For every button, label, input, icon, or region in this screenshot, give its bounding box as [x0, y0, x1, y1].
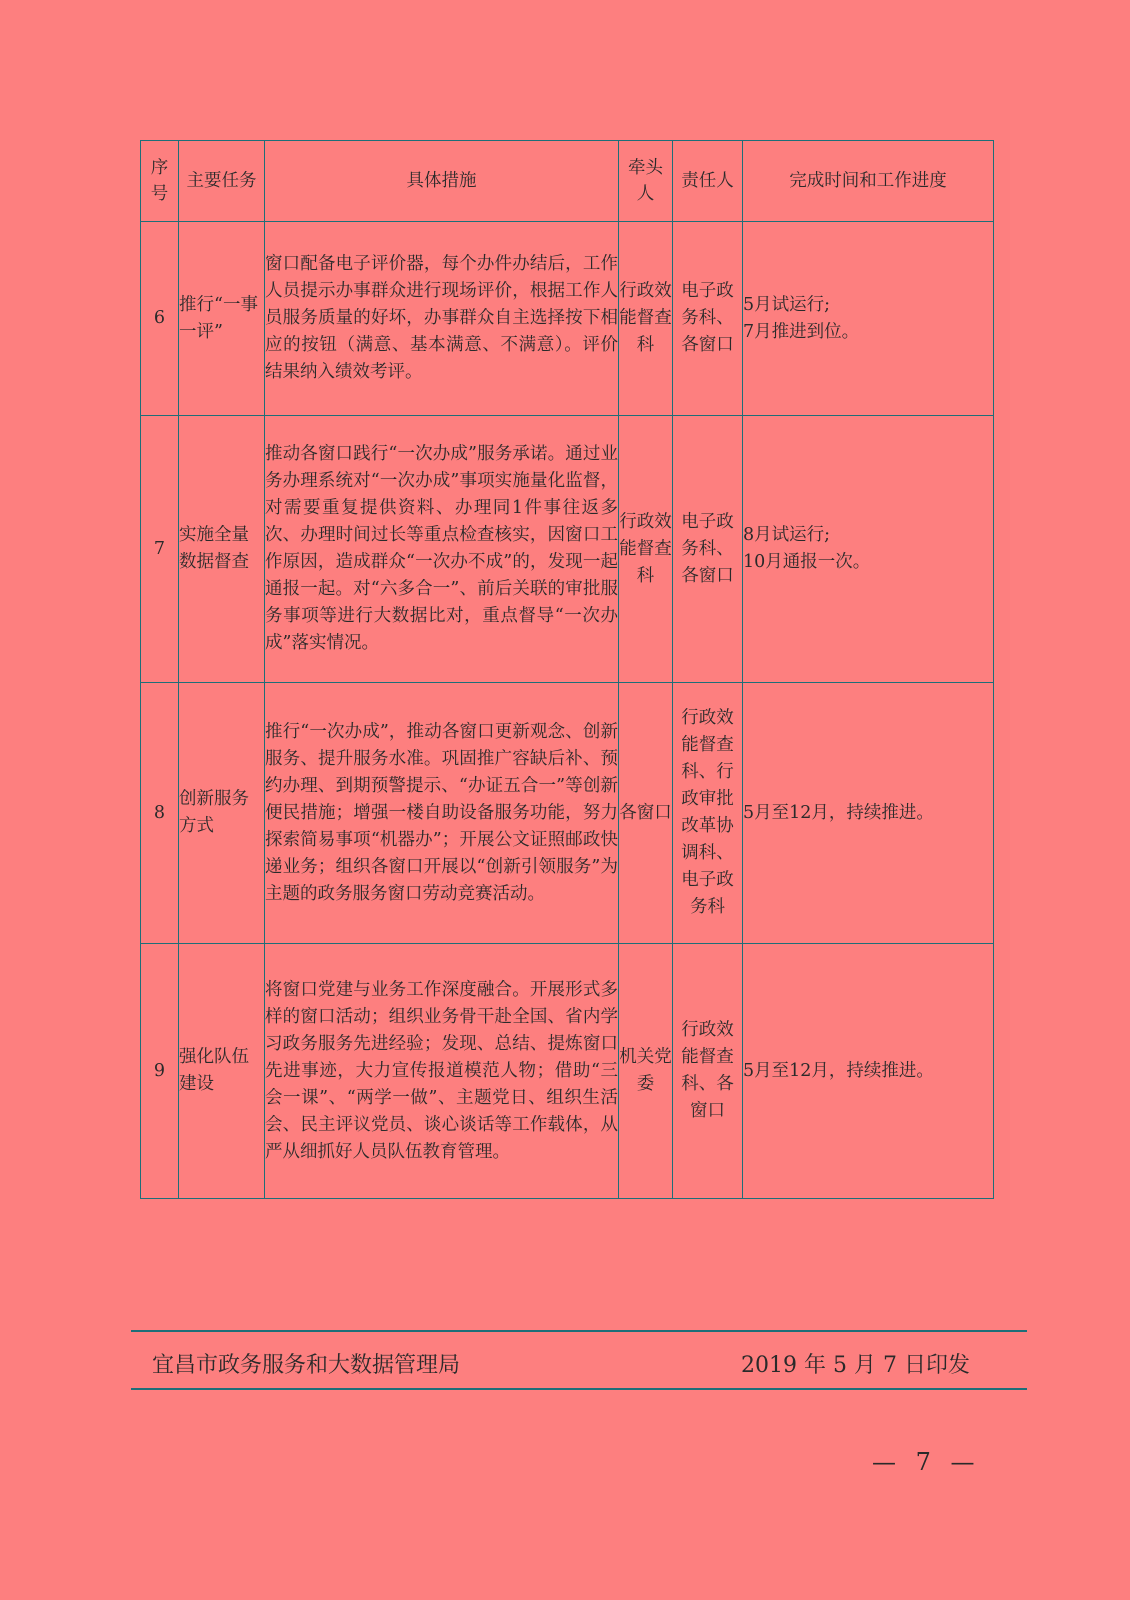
row-responsible: 行政效能督查科、行政审批改革协调科、电子政务科: [673, 683, 743, 944]
row-lead: 机关党委: [619, 944, 673, 1199]
header-lead: 牵头人: [619, 141, 673, 222]
row-number: 7: [141, 416, 179, 683]
row-responsible: 行政效能督查科、各窗口: [673, 944, 743, 1199]
row-task: 强化队伍建设: [179, 944, 265, 1199]
row-progress: [743, 416, 994, 683]
footer-rule-top: [131, 1330, 1027, 1332]
progress-line: 7月推进到位。: [743, 321, 860, 342]
row-progress: [743, 683, 994, 944]
task-table: [140, 140, 994, 1199]
row-task: 创新服务方式: [179, 683, 265, 944]
progress-line: 5月试运行;: [743, 294, 831, 315]
row-responsible: 电子政务科、各窗口: [673, 222, 743, 416]
row-lead: 行政效能督查科: [619, 222, 673, 416]
row-measures: 推行“一次办成”，推动各窗口更新观念、创新服务、提升服务水准。巩固推广容缺后补、预约办理、到期预警提示、“办证五合一”等创新便民措施；增强一楼自助设备服务功能，努力探索简易事项“机器办”；开展公文证照邮政快递业务；组织各窗口开展以“创新引领服务”为主题的政务服务窗口劳动竞赛活动。: [265, 683, 619, 944]
row-progress: [743, 944, 994, 1199]
table-row: [141, 222, 994, 416]
row-measures: 推动各窗口践行“一次办成”服务承诺。通过业务办理系统对“一次办成”事项实施量化监督，对需要重复提供资料、办理同1件事往返多次、办理时间过长等重点检查核实，因窗口工作原因，造成群众“一次办不成”的，发现一起通报一起。对“六多合一”、前后关联的审批服务事项等进行大数据比对，重点督导“一次办成”落实情况。: [265, 416, 619, 683]
table-header-row: [141, 141, 994, 222]
progress-line: 5月至12月，持续推进。: [743, 1060, 934, 1081]
footer-issue-date: 2019 年 5 月 7 日印发: [741, 1353, 970, 1378]
header-task: 主要任务: [179, 141, 265, 222]
footer-organization: 宜昌市政务服务和大数据管理局: [152, 1353, 461, 1378]
table-row: [141, 683, 994, 944]
progress-line: 5月至12月，持续推进。: [743, 802, 934, 823]
header-progress: 完成时间和工作进度: [743, 141, 994, 222]
page-number: — 7 —: [872, 1448, 981, 1476]
row-responsible: 电子政务科、各窗口: [673, 416, 743, 683]
table-row: [141, 416, 994, 683]
row-lead: 行政效能督查科: [619, 416, 673, 683]
progress-line: 10月通报一次。: [743, 552, 871, 572]
row-number: 6: [141, 222, 179, 416]
row-progress: [743, 222, 994, 416]
row-number: 9: [141, 944, 179, 1199]
row-task: 推行“一事一评”: [179, 222, 265, 416]
row-number: 8: [141, 683, 179, 944]
progress-line: 8月试运行;: [743, 525, 831, 545]
row-task: 实施全量数据督查: [179, 416, 265, 683]
header-responsible: 责任人: [673, 141, 743, 222]
row-lead: 各窗口: [619, 683, 673, 944]
row-measures: 将窗口党建与业务工作深度融合。开展形式多样的窗口活动；组织业务骨干赴全国、省内学习政务服务先进经验；发现、总结、提炼窗口先进事迹，大力宣传报道模范人物；借助“三会一课”、“两学一做”、主题党日、组织生活会、民主评议党员、谈心谈话等工作载体，从严从细抓好人员队伍教育管理。: [265, 944, 619, 1199]
row-measures: 窗口配备电子评价器，每个办件办结后，工作人员提示办事群众进行现场评价，根据工作人员服务质量的好坏，办事群众自主选择按下相应的按钮（满意、基本满意、不满意）。评价结果纳入绩效考评。: [265, 222, 619, 416]
footer-rule-bottom: [131, 1388, 1027, 1390]
header-no: 序号: [141, 141, 179, 222]
header-measures: 具体措施: [265, 141, 619, 222]
table-row: [141, 944, 994, 1199]
